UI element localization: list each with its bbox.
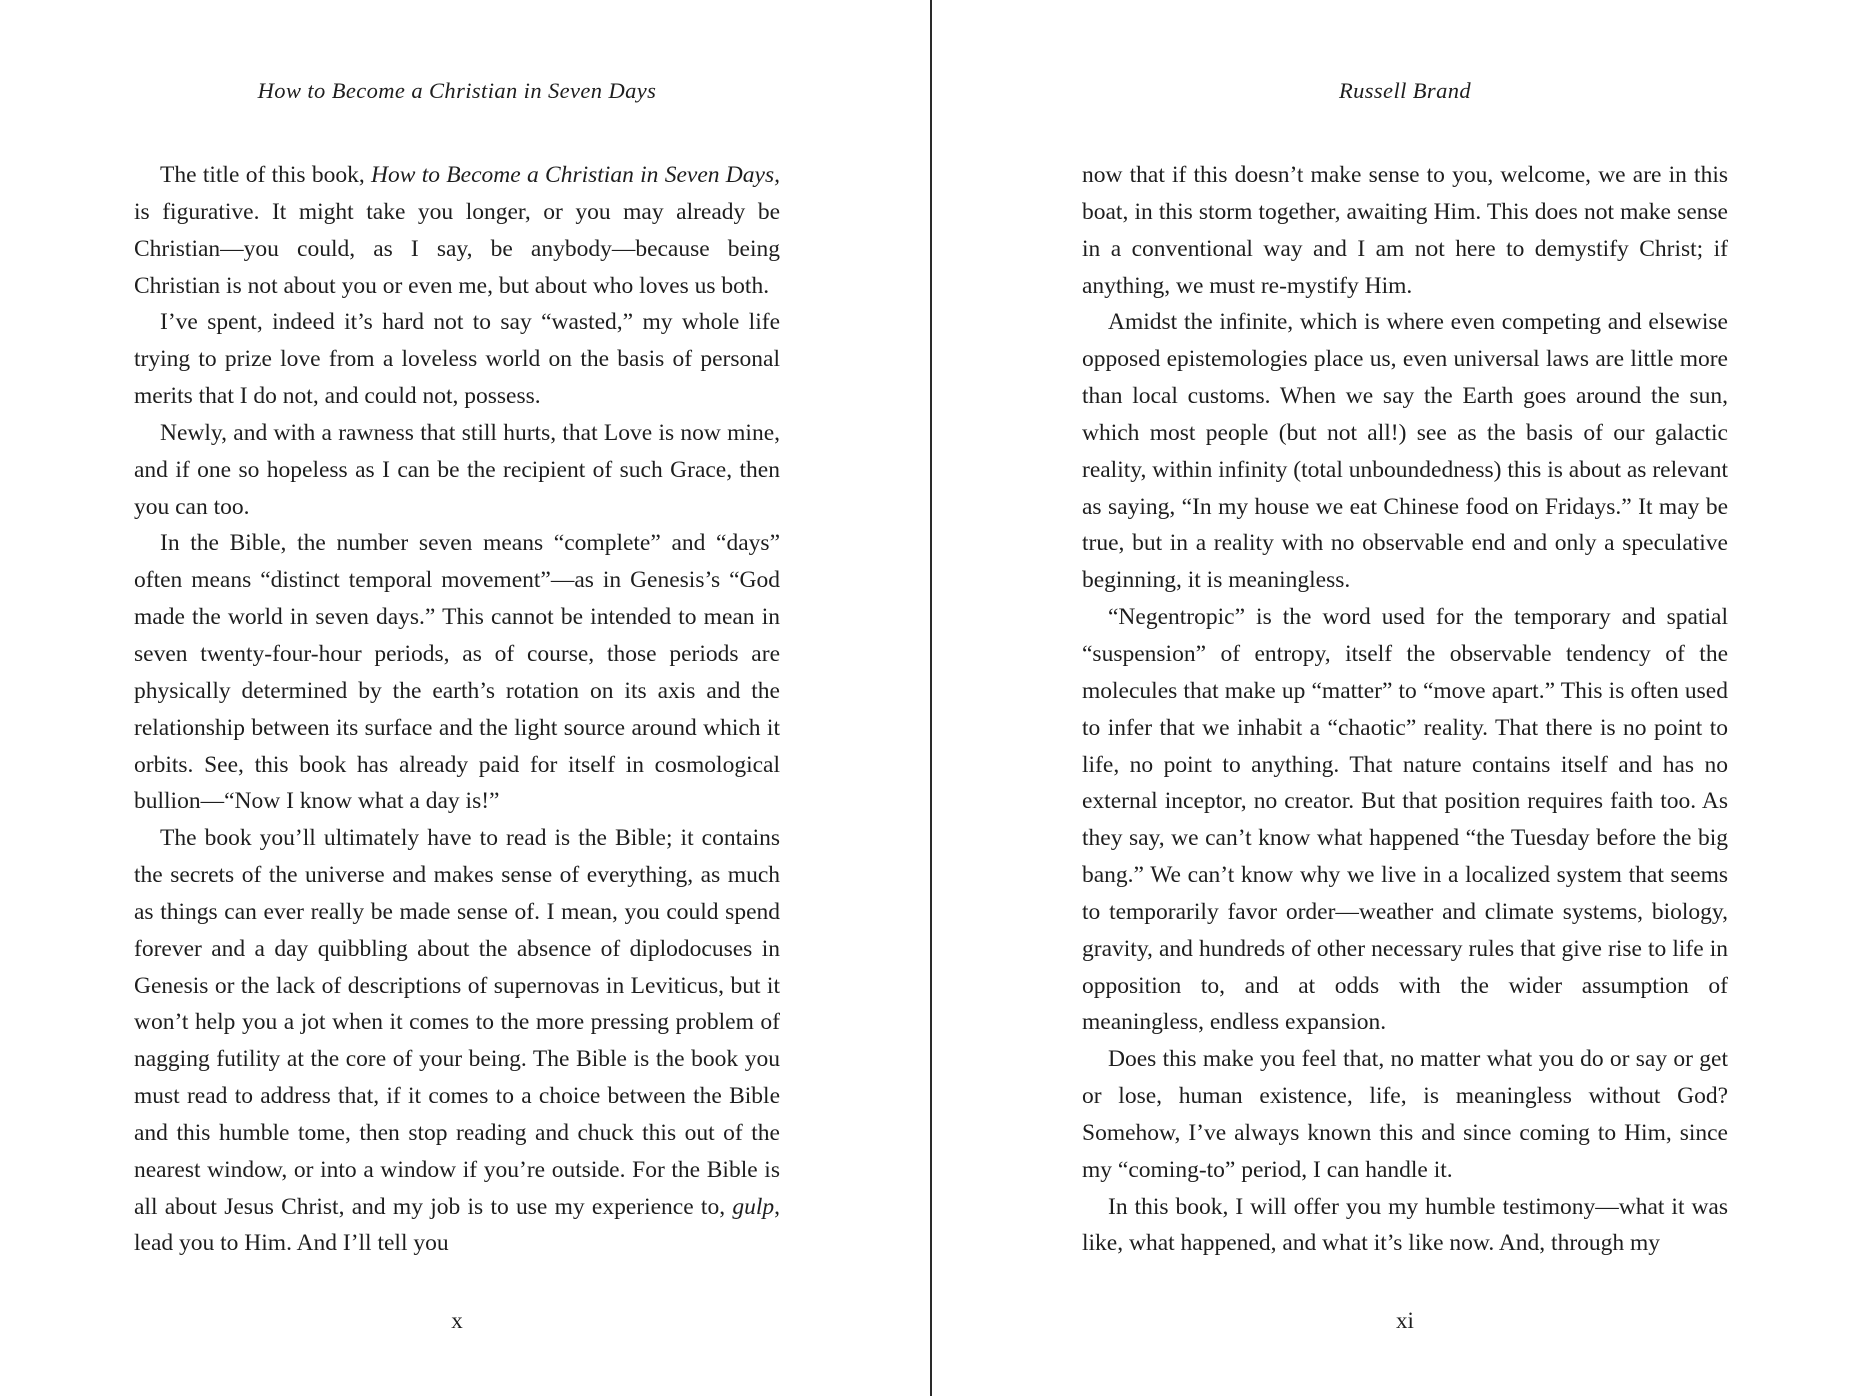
paragraph-text: is figurative. It might take you longer, or you may already be Christian—you could, as I say, be anybody—because being Christian is not about you or even me, but about who loves us both. <box>134 198 780 299</box>
paragraph-text: The book you’ll ultimately have to read is the Bible; it contains the secrets of the universe and makes sense of everything, as much as things can ever really be made sense of. I mean, you could spend forever and a day quibbling about the absence of diplodocuses in Genesis or the lack of descriptions of supernovas in Leviticus, but it won’t help you a jot when it comes to the more pressing problem of nagging futility at the core of your being. The Bible is the book you must read to address that, if it comes to a choice between the Bible and this humble tome, then stop reading and chuck this out of the nearest window, or into a window if you’re outside. For the Bible is all about Jesus Christ, and my job is to use my experience to, <box>134 825 780 1220</box>
italic-word: gulp <box>732 1193 775 1220</box>
paragraph: Does this make you feel that, no matter what you do or say or get or lose, human existence, life, is meaningless without God? Somehow, I’ve always known this and since coming to Him, since my “coming-to” period, I can handle it. <box>1082 1046 1728 1183</box>
right-page-body <box>1082 157 1728 1262</box>
paragraph: “Negentropic” is the word used for the temporary and spatial “suspension” of entropy, itself the observable tendency of the molecules that make up “matter” to “move apart.” This is often used to infer that we inhabit a “chaotic” reality. That there is no point to life, no point to anything. That nature contains itself and has no external inceptor, no creator. But that position requires faith too. As they say, we can’t know what happened “the Tuesday before the big bang.” We can’t know why we live in a localized system that seems to temporarily favor order—weather and climate systems, biology, gravity, and hundreds of other necessary rules that give rise to life in opposition to, and at odds with the wider assumption of meaningless, endless expansion. <box>1082 604 1728 1036</box>
paragraph: Newly, and with a rawness that still hurts, that Love is now mine, and if one so hopeless as I can be the recipient of such Grace, then you can too. <box>134 419 780 520</box>
page-number: xi <box>1396 1308 1414 1333</box>
paragraph: now that if this doesn’t make sense to you, welcome, we are in this boat, in this storm together, awaiting Him. This does not make sense in a conventional way and I am not here to demystify Christ; if anything, we must re-mystify Him. <box>1082 162 1728 299</box>
left-page-body <box>134 157 780 1262</box>
paragraph-text: , lead you to Him. And I’ll tell you <box>134 1193 780 1257</box>
paragraph: Amidst the infinite, which is where even competing and elsewise opposed epistemologies place us, even universal laws are little more than local customs. When we say the Earth goes around the sun, which most people (but not all!) see as the basis of our galactic reality, within infinity (total unboundedness) this is about as relevant as saying, “In my house we eat Chinese food on Fridays.” It may be true, but in a reality with no observable end and only a speculative beginning, it is meaningless. <box>1082 309 1728 594</box>
paragraph-text: The title of this book, <box>160 162 372 188</box>
paragraph: In this book, I will offer you my humble testimony—what it was like, what happened, and what it’s like now. And, through my <box>1082 1193 1728 1257</box>
book-title-italic: How to Become a Christian in Seven Days, <box>371 162 780 188</box>
left-page <box>134 0 780 1396</box>
paragraph: I’ve spent, indeed it’s hard not to say “wasted,” my whole life trying to prize love from a loveless world on the basis of personal merits that I do not, and could not, possess. <box>134 309 780 410</box>
spine-divider <box>930 0 932 1396</box>
paragraph <box>134 820 780 1262</box>
running-head-book-title: How to Become a Christian in Seven Days <box>257 78 657 103</box>
page-number: x <box>451 1308 463 1333</box>
paragraph <box>134 157 780 304</box>
running-head-author: Russell Brand <box>1338 78 1472 103</box>
right-page <box>1082 0 1728 1396</box>
paragraph: In the Bible, the number seven means “complete” and “days” often means “distinct temporal movement”—as in Genesis’s “God made the world in seven days.” This cannot be intended to mean in seven twenty-four-hour periods, as of course, those periods are physically determined by the earth’s rotation on its axis and the relationship between its surface and the light source around which it orbits. See, this book has already paid for itself in cosmological bullion—“Now I know what a day is!” <box>134 530 780 815</box>
